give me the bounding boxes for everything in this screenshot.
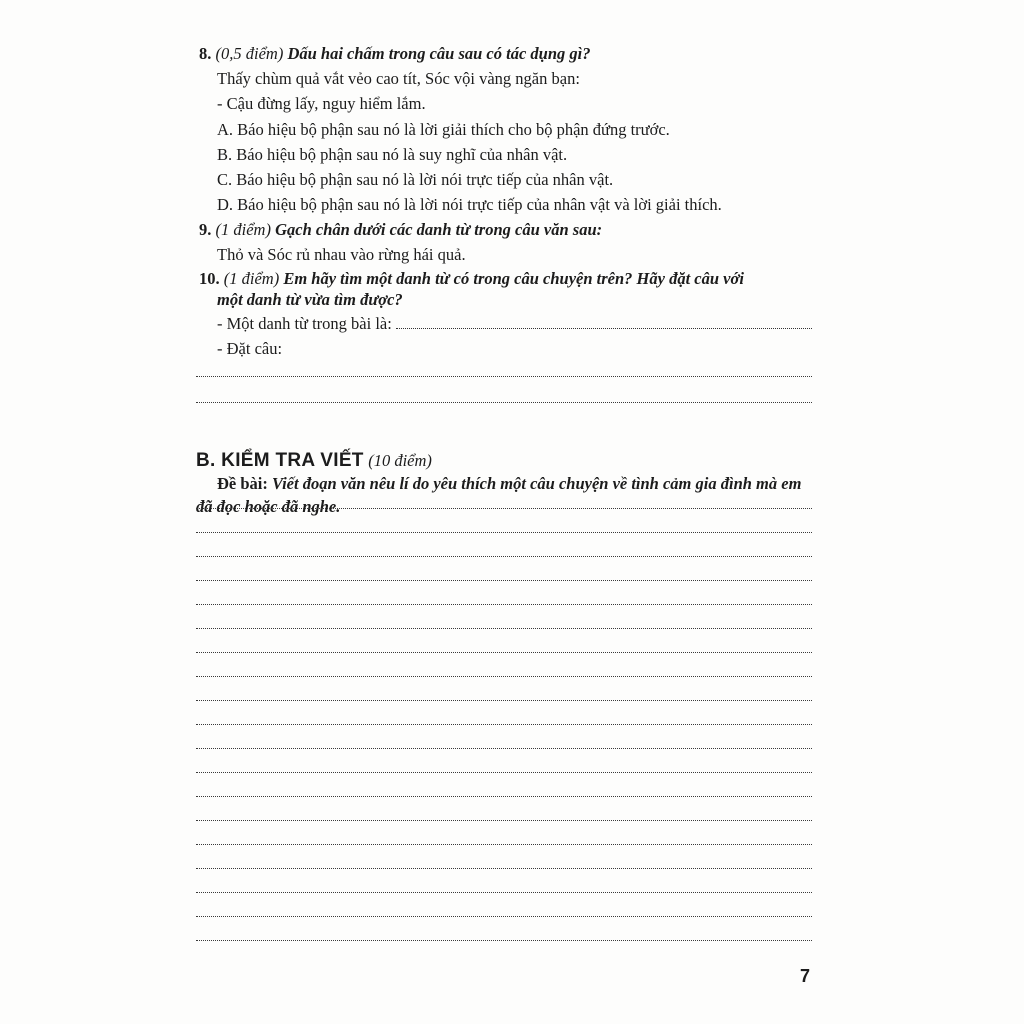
section-b-points: (10 điểm) <box>368 451 432 470</box>
essay-line[interactable] <box>196 508 812 509</box>
essay-line[interactable] <box>196 676 812 677</box>
question-10-points: (1 điểm) <box>223 269 280 288</box>
question-10-number: 10. <box>199 269 220 288</box>
question-9-number: 9. <box>199 220 212 239</box>
essay-line[interactable] <box>196 652 812 653</box>
question-8-prompt: Dấu hai chấm trong câu sau có tác dụng gì? <box>287 44 591 63</box>
essay-topic-text: Viết đoạn văn nêu lí do yêu thích một câu chuyện về tình cảm gia đình mà em đã đọc hoặc đã nghe. <box>196 474 802 516</box>
essay-line[interactable] <box>196 940 812 941</box>
question-8-number: 8. <box>199 44 212 63</box>
question-8-option-a[interactable]: A. Báo hiệu bộ phận sau nó là lời giải thích cho bộ phận đứng trước. <box>217 120 670 139</box>
question-9-points: (1 điểm) <box>215 220 271 239</box>
essay-line[interactable] <box>196 868 812 869</box>
question-8-heading <box>199 43 590 65</box>
sentence-answer-line-1[interactable] <box>196 376 812 377</box>
question-9-heading <box>199 219 602 241</box>
sentence-answer-line-2[interactable] <box>196 402 812 403</box>
essay-line[interactable] <box>196 916 812 917</box>
sentence-answer-label: - Đặt câu: <box>217 339 283 358</box>
essay-line[interactable] <box>196 556 812 557</box>
essay-topic <box>196 472 816 518</box>
question-10-prompt-line1: Em hãy tìm một danh từ có trong câu chuyện trên? Hãy đặt câu với <box>283 269 744 288</box>
essay-line[interactable] <box>196 604 812 605</box>
question-8-sentence: Thấy chùm quả vắt vẻo cao tít, Sóc vội vàng ngăn bạn: <box>217 69 580 88</box>
question-8-option-b[interactable]: B. Báo hiệu bộ phận sau nó là suy nghĩ của nhân vật. <box>217 145 568 164</box>
question-10-heading <box>199 268 744 290</box>
question-8-option-c[interactable]: C. Báo hiệu bộ phận sau nó là lời nói trực tiếp của nhân vật. <box>217 170 614 189</box>
noun-answer-row[interactable] <box>217 313 812 335</box>
essay-line[interactable] <box>196 820 812 821</box>
question-8-option-d[interactable]: D. Báo hiệu bộ phận sau nó là lời nói trực tiếp của nhân vật và lời giải thích. <box>217 195 722 214</box>
page-number: 7 <box>800 966 811 986</box>
question-9-prompt: Gạch chân dưới các danh từ trong câu văn sau: <box>275 220 603 239</box>
essay-line[interactable] <box>196 772 812 773</box>
essay-topic-label: Đề bài: <box>217 474 268 493</box>
noun-answer-blank[interactable] <box>396 313 812 329</box>
essay-line[interactable] <box>196 892 812 893</box>
essay-line[interactable] <box>196 844 812 845</box>
section-b-title: B. KIỂM TRA VIẾT <box>196 450 364 471</box>
essay-line[interactable] <box>196 724 812 725</box>
essay-line[interactable] <box>196 532 812 533</box>
noun-answer-label: - Một danh từ trong bài là: <box>217 314 392 333</box>
essay-line[interactable] <box>196 748 812 749</box>
essay-line[interactable] <box>196 628 812 629</box>
question-9-sentence: Thỏ và Sóc rủ nhau vào rừng hái quả. <box>217 245 466 264</box>
question-10-prompt-line2: một danh từ vừa tìm được? <box>217 290 403 309</box>
essay-line[interactable] <box>196 700 812 701</box>
essay-line[interactable] <box>196 796 812 797</box>
question-8-points: (0,5 điểm) <box>215 44 284 63</box>
section-b-heading <box>196 448 432 473</box>
essay-line[interactable] <box>196 580 812 581</box>
question-8-quote: - Cậu đừng lấy, nguy hiểm lắm. <box>217 94 426 113</box>
